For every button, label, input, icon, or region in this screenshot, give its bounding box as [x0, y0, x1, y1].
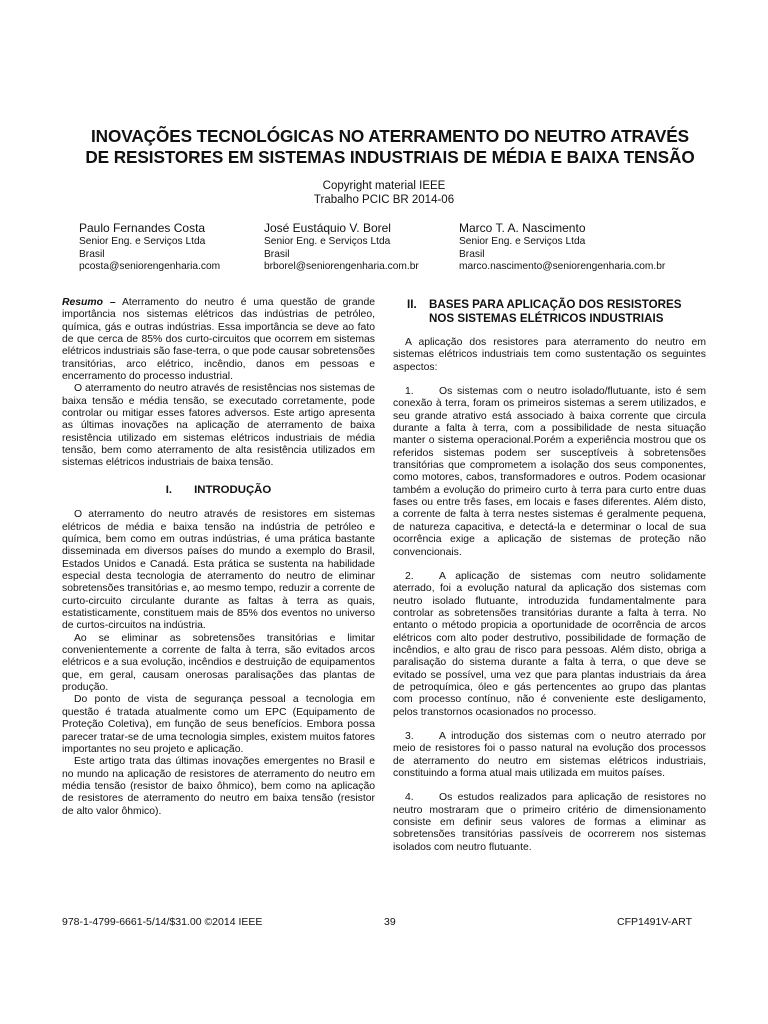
author-email: pcosta@seniorengenharia.com — [79, 261, 221, 272]
author-name: Marco T. A. Nascimento — [459, 221, 586, 235]
list-item-number: 2. — [405, 570, 414, 582]
right-column — [393, 298, 706, 854]
section-1-title: INTRODUÇÃO — [194, 483, 272, 496]
paper-title — [60, 126, 720, 168]
author-email: marco.nascimento@seniorengenharia.com.br — [459, 261, 666, 272]
author-country: Brasil — [79, 248, 105, 260]
intro-paragraph-4: Este artigo trata das últimas inovações emergentes no Brasil e no mundo na aplicação de resistores de aterramento do neutro em média tensão (resistor de baixo ôhmico), bem como na aplicação de resistores de aterramento do neutro em baixa tensão (resistor de alto valor ôhmico). — [62, 756, 375, 817]
list-item-text: Os sistemas com o neutro isolado/flutuante, isto é sem conexão à terra, foram os primeiros sistemas a serem utilizados, e seu grande atrativo está associado à baixa corrente que circula durante a falta à terra, com a possibilidade de nesta situação manter o sistema operacional.Porém a experiência mostrou que os referidos sistemas podem ser susceptíveis à sobretensões transitórias que comprometem a isolação dos seus componentes, como motores, cabos, transformadores e outros. Podem ocasionar também a evolução do primeiro curto à terra para curto entre duas fases ou entre três fases, em locais e fases diferentes. Além disto, a corrente de falta à terra nestes sistemas é geralmente pequena, de natureza capacitiva, e detectá-la e determinar o local de sua ocorrência exige a aplicação de sistemas de proteção não convencionais. — [393, 386, 706, 558]
list-item-number: 4. — [405, 792, 414, 804]
section-2-title-line-1: BASES PARA APLICAÇÃO DOS RESISTORES — [429, 298, 682, 311]
list-item-text: A aplicação de sistemas com neutro solidamente aterrado, foi a evolução natural da aplicação dos sistemas com neutro isolado flutuante, introduzida fundamentalmente para controlar as sobretensões transitórias durante a falta à terra. No entanto o método propicia a oportunidade de ocorrência de arcos elétricos com alto poder destrutivo, possibilidade de formação de incêndios, e alto grau de risco para pessoas. Além disto, obriga a paralisação do sistema durante a falta à terra, o que deve se evitado se possível, uma vez que para plantas industriais da área de petroquímica, óleo e gás pertencentes ao grupo das plantas com processo contínuo, não é conveniente este desligamento, pelos transtornos ocasionados no processo. — [393, 570, 706, 718]
footer-code: CFP1491V-ART — [617, 916, 693, 928]
section-1-heading — [62, 484, 375, 498]
title-line-1: INOVAÇÕES TECNOLÓGICAS NO ATERRAMENTO DO NEUTRO ATRAVÉS — [91, 126, 689, 146]
list-item-text: A introdução dos sistemas com o neutro aterrado por meio de resistores foi o passo natural na evolução dos processos de aterramento do neutro em sistemas elétricos industriais, constituindo a forma atual mais utilizada em muitos países. — [393, 730, 706, 779]
footer-isbn: 978-1-4799-6661-5/14/$31.00 ©2014 IEEE — [62, 916, 263, 928]
list-item — [393, 571, 706, 719]
author-affiliation: Senior Eng. e Serviços Ltda — [459, 236, 586, 247]
paper-number: Trabalho PCIC BR 2014-06 — [313, 193, 455, 206]
author-block-2 — [264, 220, 419, 274]
intro-paragraph-1: O aterramento do neutro através de resistores em sistemas elétricos de média e baixa tensão na indústria de petróleo e química, bem como em outras indústrias, é uma prática bastante disseminada em diversos países do mundo a exemplo do Brasil, Estados Unidos e Canadá. Esta prática se sustenta na habilidade especial desta tecnologia de aterramento do neutro de eliminar sobretensões transitórias e, ao mesmo tempo, reduzir a corrente de curto-circuito circulante durante as faltas à terra as quais, estatisticamente, constituem mais de 85% dos eventos no universo de curtos-circuitos na indústria. — [62, 509, 375, 632]
author-affiliation: Senior Eng. e Serviços Ltda — [79, 236, 206, 247]
author-block-3 — [459, 220, 665, 274]
author-affiliation: Senior Eng. e Serviços Ltda — [264, 236, 391, 247]
intro-paragraph-3: Do ponto de vista de segurança pessoal a tecnologia em questão é tratada atualmente como um EPC (Equipamento de Proteção Coletiva), em função de seus benefícios. Embora possa parecer tratar-se de uma tecnologia simples, existem muitos fatores importantes no seu projeto e aplicação. — [62, 694, 375, 755]
abstract-text-1: Aterramento do neutro é uma questão de grande importância nos sistemas elétricos das indústrias de petróleo, química, gás e outras indústrias. Essa importância se deve ao fato de que cerca de 85% dos curto-circuitos que ocorrem em sistemas elétricos industriais são fase-terra, o que pode causar sobretensões transitórias, arco elétrico, incêndio, danos em pessoas e encerramento do processo industrial. — [62, 297, 375, 383]
author-block-1 — [79, 220, 220, 274]
list-item — [393, 386, 706, 559]
author-name: Paulo Fernandes Costa — [79, 221, 206, 235]
list-item — [393, 792, 706, 854]
section-2-title-line-2: NOS SISTEMAS ELÉTRICOS INDUSTRIAIS — [429, 311, 664, 325]
copyright-block — [230, 180, 538, 207]
left-column — [62, 297, 375, 818]
title-line-2: DE RESISTORES EM SISTEMAS INDUSTRIAIS DE MÉDIA E BAIXA TENSÃO — [85, 147, 695, 167]
list-item — [393, 731, 706, 780]
author-name: José Eustáquio V. Borel — [264, 221, 391, 235]
list-item-number: 3. — [405, 730, 414, 742]
page-number: 39 — [384, 916, 396, 928]
author-country: Brasil — [264, 248, 290, 260]
section-1-number: I. — [165, 483, 173, 496]
list-item-number: 1. — [405, 386, 414, 398]
section-2-heading — [393, 298, 706, 325]
abstract-label: Resumo – — [62, 297, 116, 308]
copyright-line: Copyright material IEEE — [322, 180, 446, 192]
intro-paragraph-2: Ao se eliminar as sobretensões transitórias e limitar convenientemente a corrente de falta à terra, são evitados arcos elétricos e a sua evolução, incêndios e destruição de equipamentos que, em geral, causam onerosas paralisações das plantas de produção. — [62, 632, 375, 694]
list-item-text: Os estudos realizados para aplicação de resistores no neutro mostraram que o primeiro critério de dimensionamento consiste em definir seus valores de formas a eliminar as sobretensões transitórias passíveis de ocorrerem nos sistemas isolados com neutro flutuante. — [393, 792, 706, 853]
abstract-paragraph-1 — [62, 297, 375, 383]
abstract-paragraph-2: O aterramento do neutro através de resistências nos sistemas de baixa tensão e média tensão, se executado corretamente, pode controlar ou mitigar esses fatores adversos. Este artigo apresenta as últimas inovações na aplicação de aterramento de baixa resistência utilizado em sistemas elétricos industriais de média tensão, bem como aterramento de alta resistência utilizados em sistemas elétricos industriais de baixa tensão. — [62, 383, 375, 469]
section-2-number: II. — [407, 298, 417, 311]
section-2-intro: A aplicação dos resistores para aterramento do neutro em sistemas elétricos industriais tem como sustentação os seguintes aspectos: — [393, 337, 706, 373]
author-country: Brasil — [459, 248, 485, 260]
author-email: brborel@seniorengenharia.com.br — [264, 261, 419, 272]
